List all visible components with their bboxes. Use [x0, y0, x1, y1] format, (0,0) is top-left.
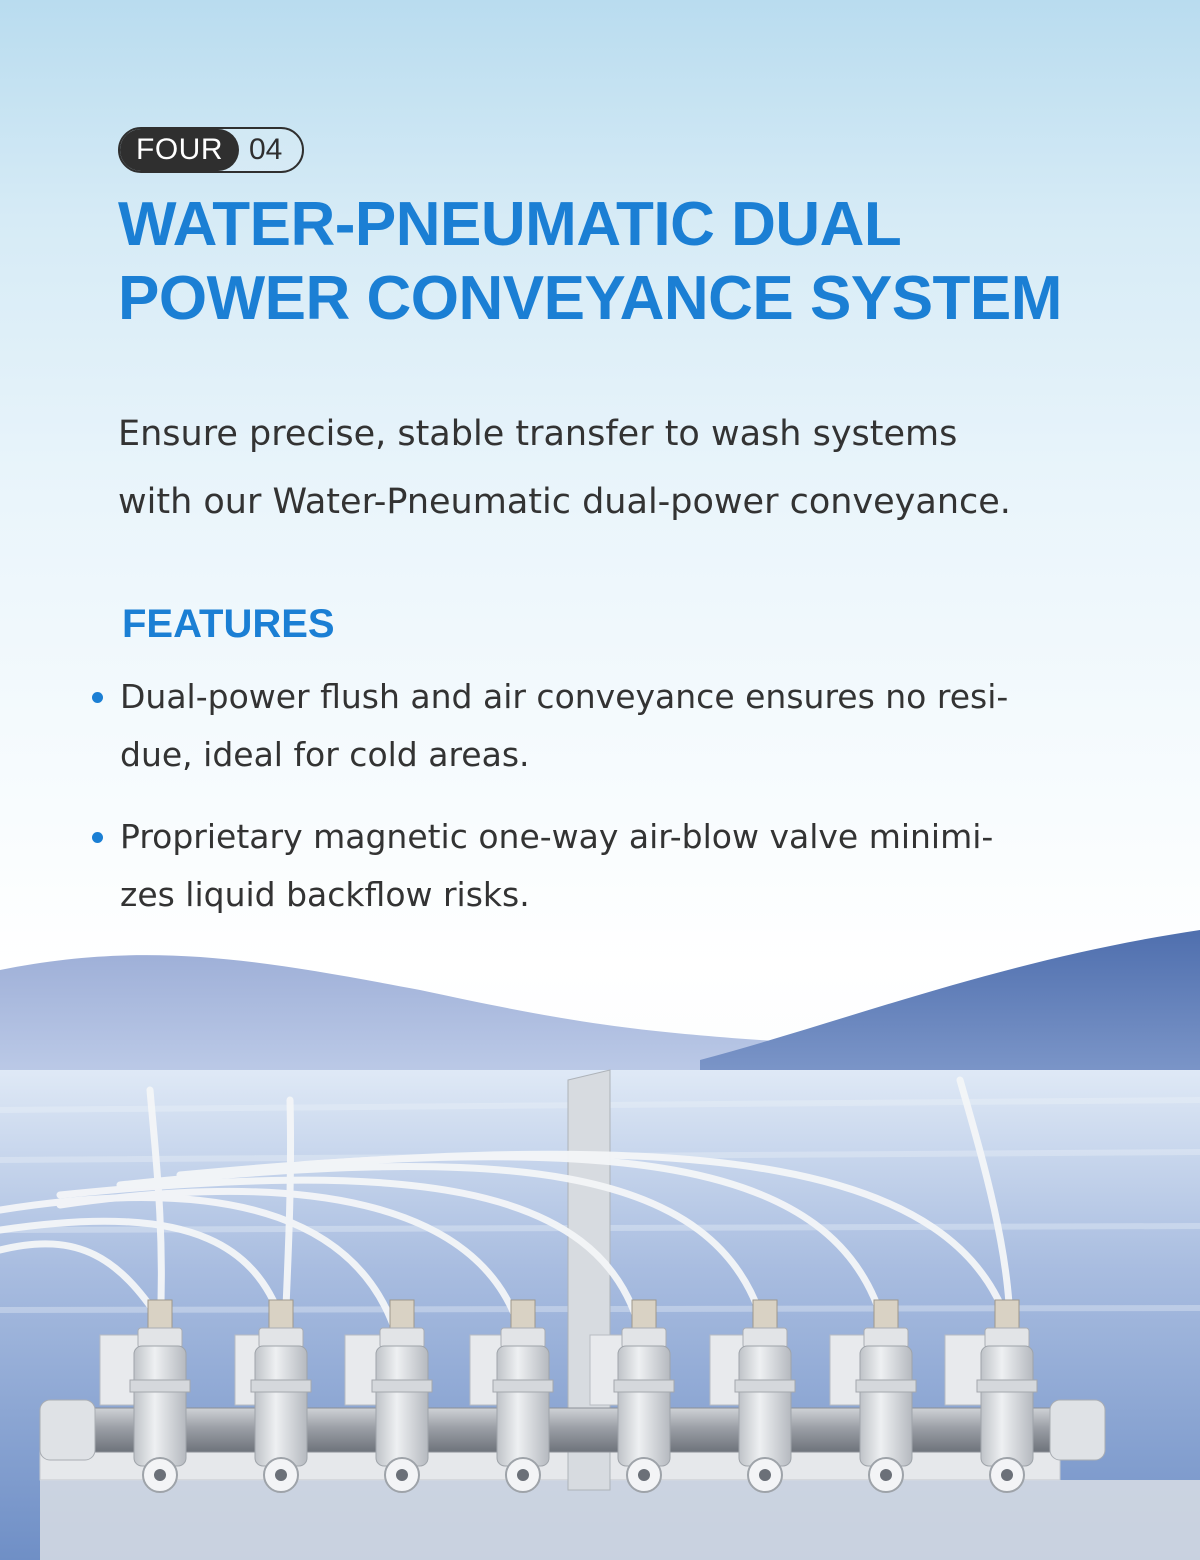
valve-icon	[735, 1300, 795, 1492]
product-photo	[0, 930, 1200, 1560]
intro-line: with our Water-Pneumatic dual-power conveyance.	[118, 482, 1011, 522]
bullet-dot-icon	[92, 832, 103, 843]
valve-icon	[372, 1300, 432, 1492]
valve-icon	[130, 1300, 190, 1492]
title-line: WATER-PNEUMATIC DUAL	[118, 190, 902, 259]
features-heading: FEATURES	[122, 602, 335, 646]
feature-item	[92, 668, 1172, 784]
feature-line: due, ideal for cold areas.	[120, 735, 530, 774]
badge-word: FOUR	[120, 129, 239, 171]
feature-item	[92, 808, 1172, 924]
bullet-dot-icon	[92, 692, 103, 703]
valve-icon	[251, 1300, 311, 1492]
page-title	[118, 188, 1178, 336]
valve-icon	[977, 1300, 1037, 1492]
feature-line: Proprietary magnetic one-way air-blow valve minimi-	[120, 817, 994, 856]
feature-line: zes liquid backflow risks.	[120, 875, 530, 914]
valve-icon	[493, 1300, 553, 1492]
title-line: POWER CONVEYANCE SYSTEM	[118, 264, 1062, 333]
intro-line: Ensure precise, stable transfer to wash systems	[118, 414, 958, 454]
feature-line: Dual-power flush and air conveyance ensures no resi-	[120, 677, 1009, 716]
badge-number: 04	[249, 133, 283, 166]
valve-icon	[856, 1300, 916, 1492]
valve-icon	[614, 1300, 674, 1492]
features-list	[92, 668, 1172, 948]
intro-text	[118, 400, 1178, 536]
section-number-badge	[118, 127, 304, 173]
